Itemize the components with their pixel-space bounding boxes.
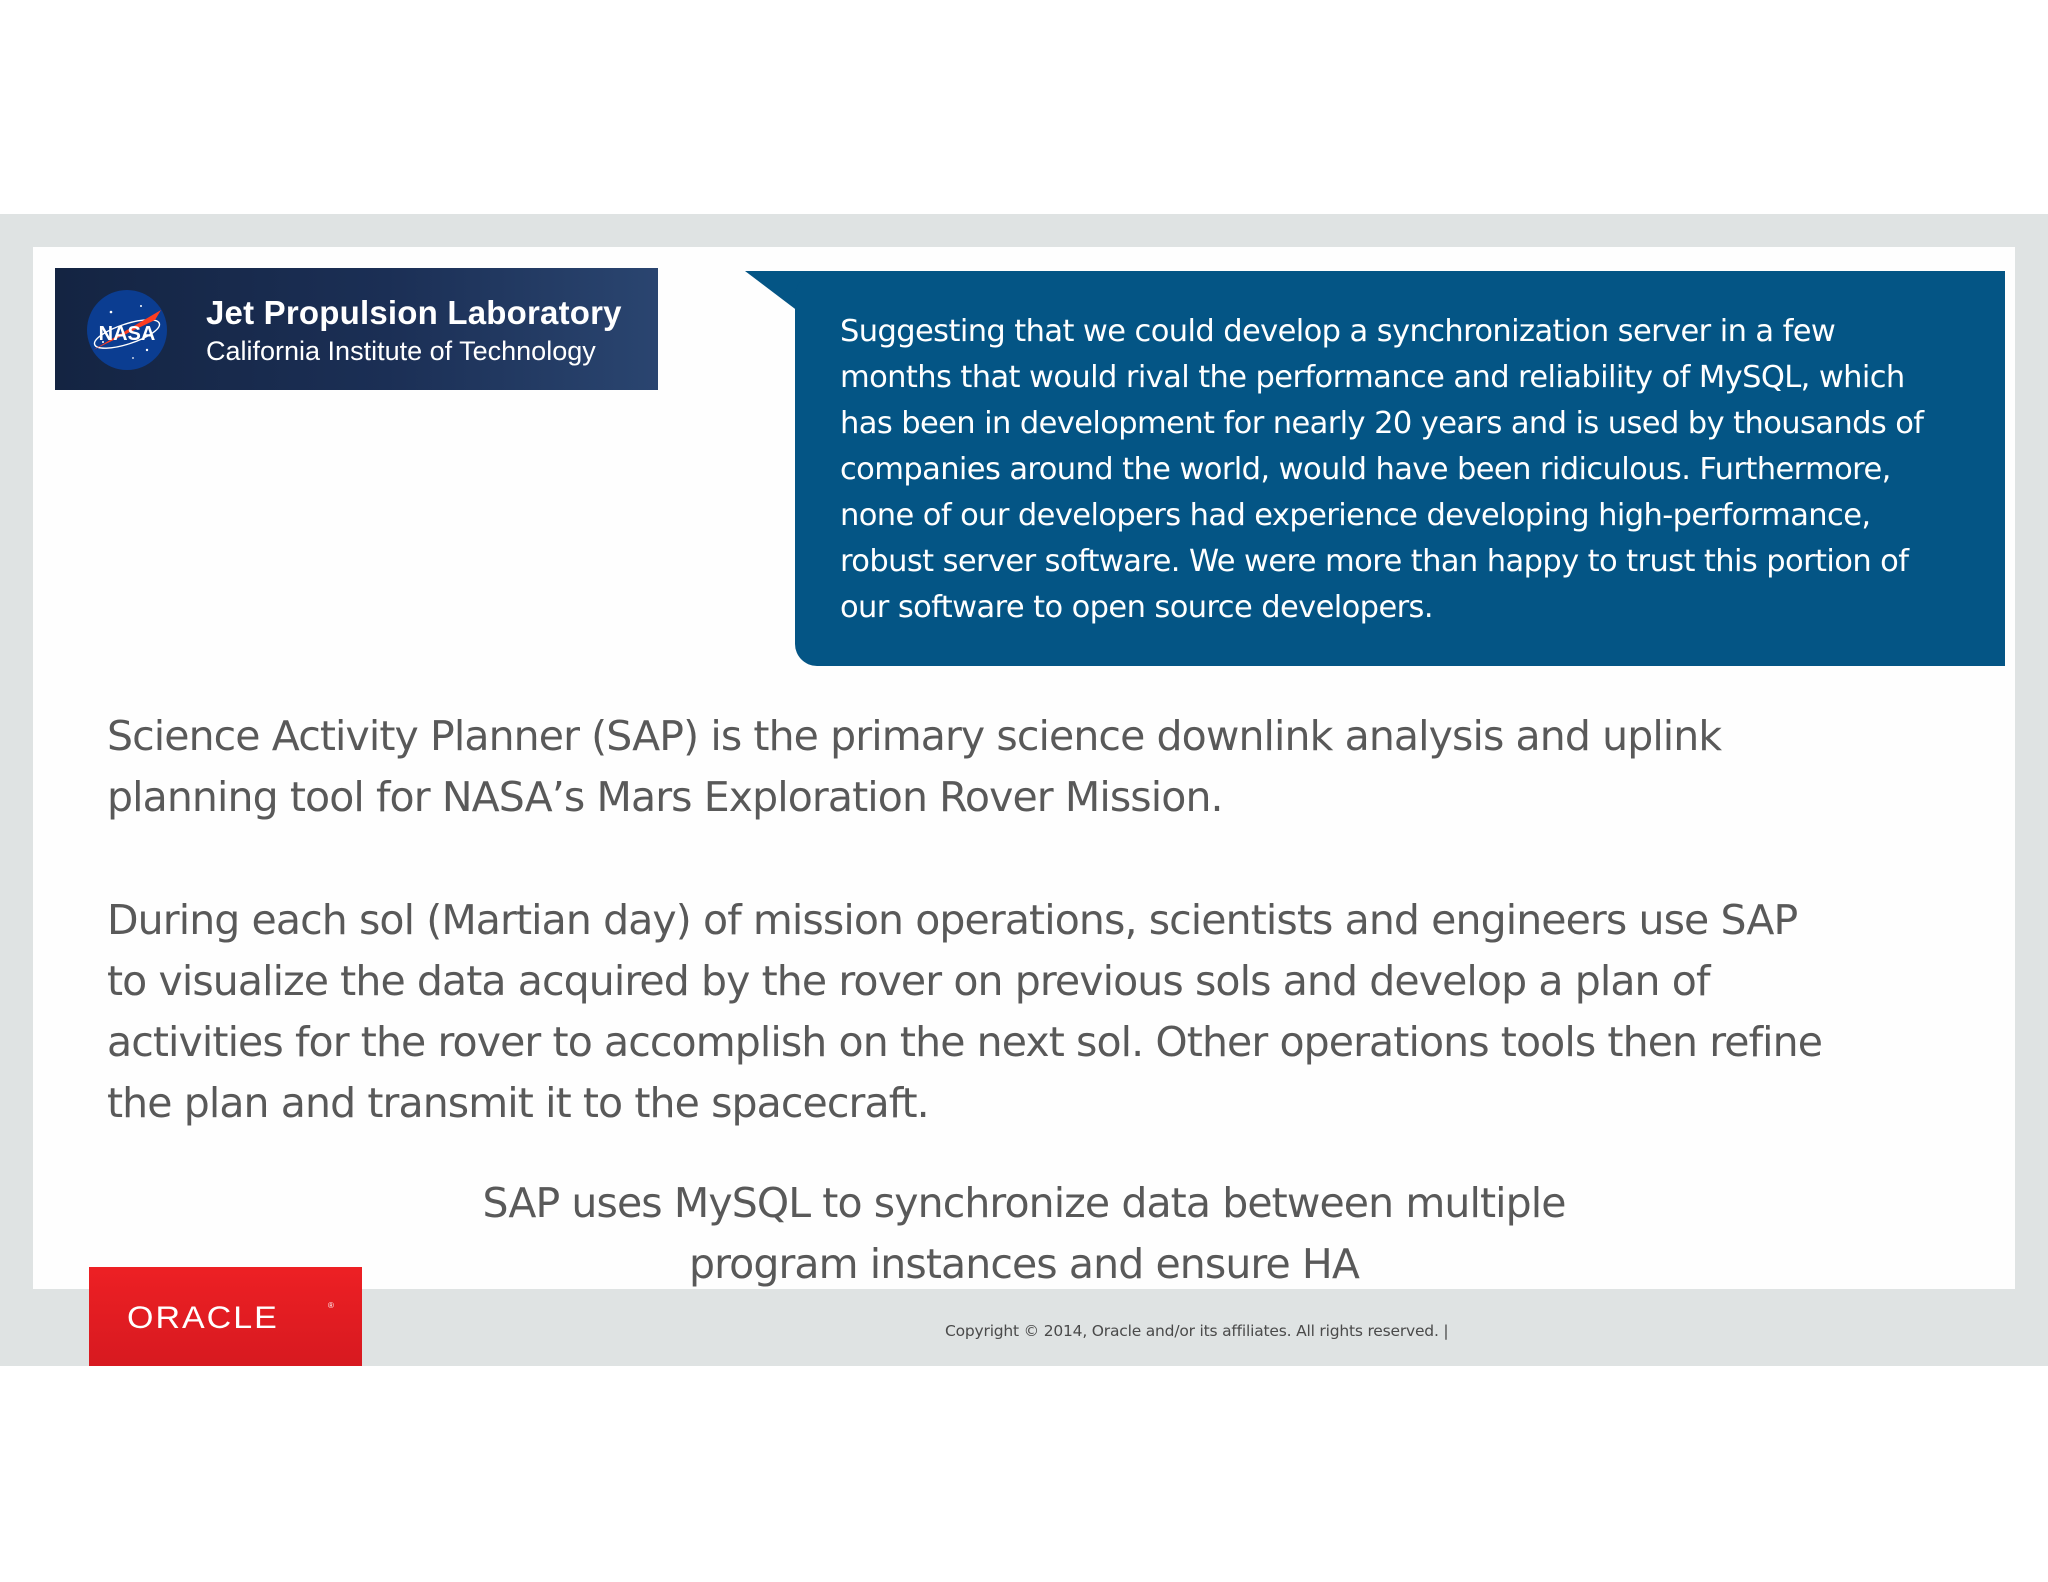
paragraph-line: the plan and transmit it to the spacecraft. — [107, 1079, 929, 1127]
sol-operations-paragraph — [107, 890, 1822, 1134]
oracle-wordmark: ORACLE — [127, 1300, 279, 1336]
jpl-logo — [55, 268, 658, 390]
oracle-logo — [89, 1267, 362, 1366]
jpl-title: Jet Propulsion Laboratory — [206, 294, 622, 331]
quote-line: Suggesting that we could develop a synchronization server in a few — [840, 314, 1836, 349]
registered-mark: ® — [328, 1301, 334, 1310]
quote-line: months that would rival the performance and reliability of MySQL, which — [840, 360, 1905, 395]
quote-text — [840, 309, 2000, 631]
sap-description-paragraph — [107, 706, 1721, 828]
quote-line: companies around the world, would have been ridiculous. Furthermore, — [840, 452, 1891, 487]
jpl-subtitle: California Institute of Technology — [206, 336, 596, 366]
nasa-meatball-icon — [81, 284, 173, 376]
paragraph-line: activities for the rover to accomplish on the next sol. Other operations tools then refine — [107, 1018, 1823, 1066]
highlight-line: program instances and ensure HA — [688, 1240, 1360, 1288]
paragraph-line: to visualize the data acquired by the rover on previous sols and develop a plan of — [107, 957, 1710, 1005]
highlight-line: SAP uses MySQL to synchronize data between multiple — [482, 1179, 1566, 1227]
quote-line: has been in development for nearly 20 years and is used by thousands of — [840, 406, 1924, 441]
paragraph-line: planning tool for NASA’s Mars Exploration Rover Mission. — [107, 773, 1223, 821]
paragraph-line: Science Activity Planner (SAP) is the primary science downlink analysis and uplink — [107, 712, 1722, 760]
quote-line: our software to open source developers. — [840, 590, 1433, 625]
paragraph-line: During each sol (Martian day) of mission operations, scientists and engineers use SAP — [107, 896, 1798, 944]
quote-line: none of our developers had experience developing high-performance, — [840, 498, 1871, 533]
quote-line: robust server software. We were more than happy to trust this portion of — [840, 544, 1909, 579]
svg-text:NASA: NASA — [98, 323, 156, 345]
copyright-notice: Copyright © 2014, Oracle and/or its affiliates. All rights reserved. | — [945, 1322, 1449, 1340]
